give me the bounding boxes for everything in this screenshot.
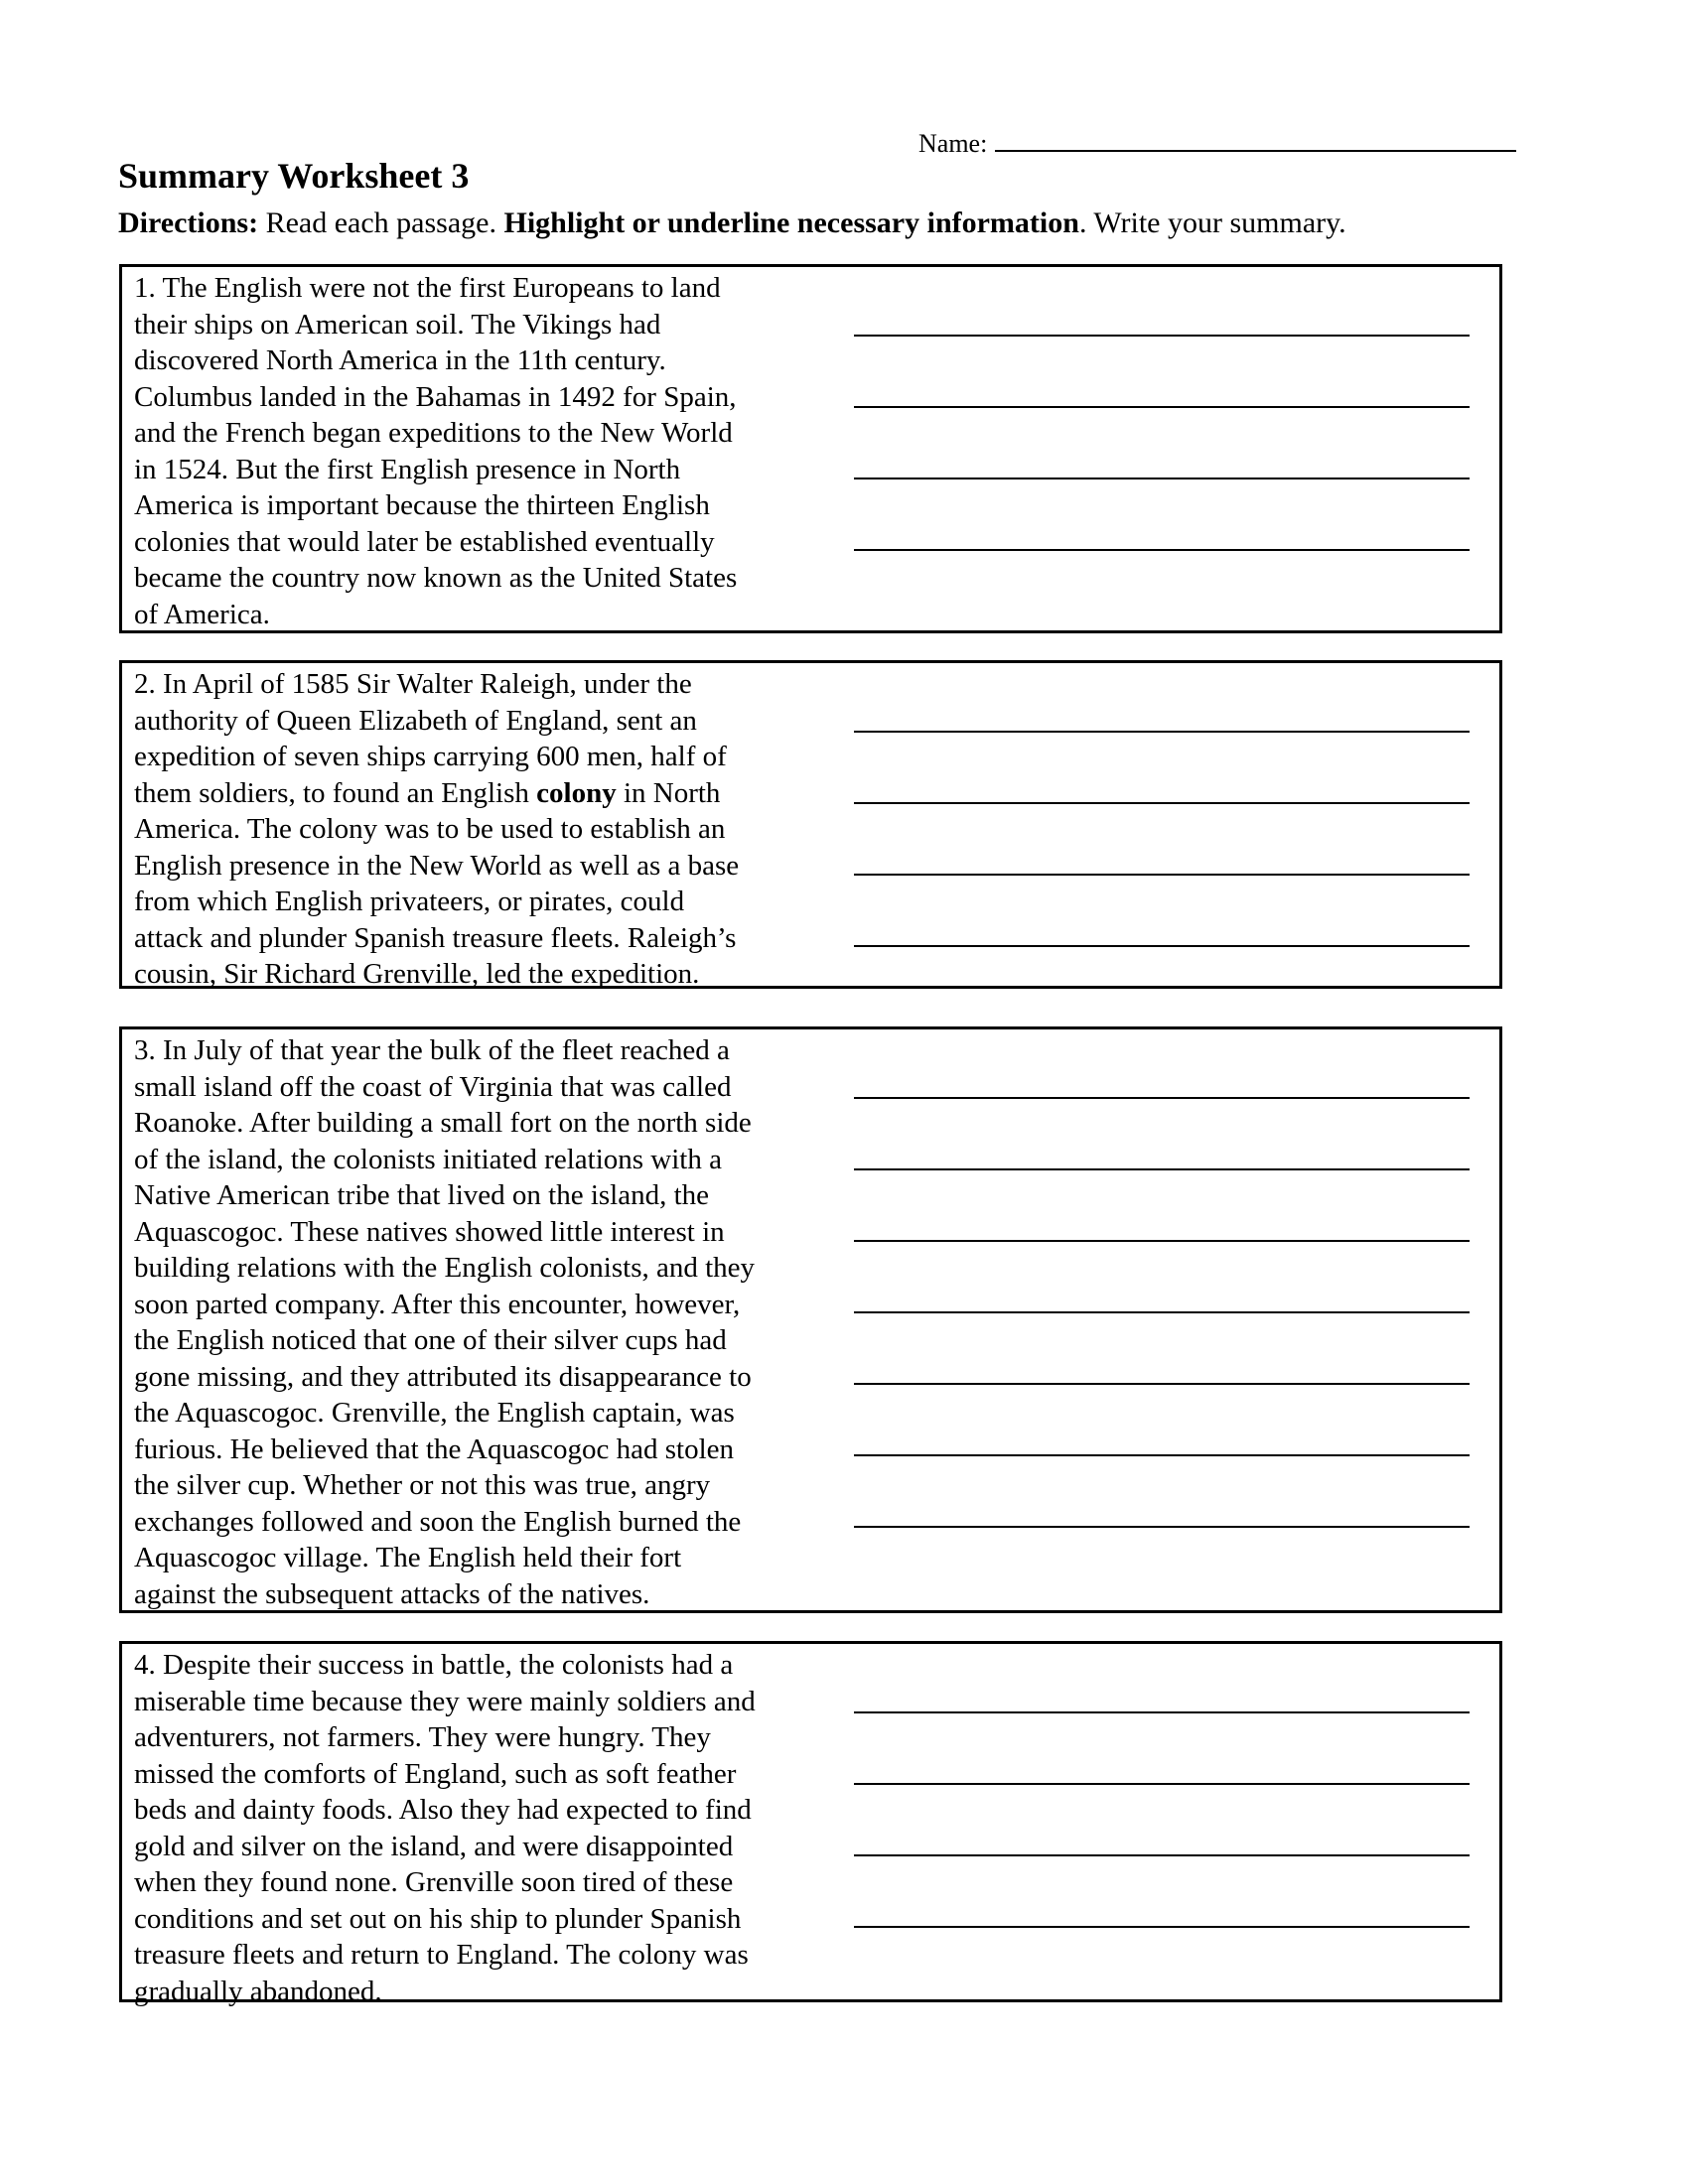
passage-line-segment: colony [536,776,617,809]
summary-writing-line[interactable] [854,661,1470,733]
passage-line [134,1719,849,1756]
passage-line [134,597,849,633]
passage-line [134,1250,849,1287]
passage-line-segment: soon parted company. After this encounter, however, [134,1288,741,1320]
summary-writing-line[interactable] [854,1099,1470,1170]
passage-line-segment: Native American tribe that lived on the island, the [134,1179,710,1211]
passage-1-text [134,270,849,632]
passage-line-segment: cousin, Sir Richard Grenville, led the expedition. [134,958,700,990]
passage-line [134,1504,849,1541]
passage-line-segment: Roanoke. After building a small fort on the north side [134,1107,752,1139]
passage-line [134,1540,849,1576]
passage-line-segment: gold and silver on the island, and were disappointed [134,1830,734,1862]
summary-writing-line[interactable] [854,265,1470,337]
passage-line-segment: them soldiers, to found an English [134,776,537,809]
passage-4-summary-lines [854,1642,1470,1928]
directions-label: Directions: [118,206,259,239]
passage-line [134,884,849,920]
passage-line [134,811,849,848]
passage-line-segment: of the island, the colonists initiated relations with a [134,1143,722,1175]
passage-line [134,560,849,597]
passage-line-segment: small island off the coast of Virginia that was called [134,1070,732,1103]
summary-writing-line[interactable] [854,1385,1470,1456]
passage-line [134,1142,849,1178]
passage-line-segment: Aquascogoc village. The English held their fort [134,1542,682,1573]
passage-line [134,775,849,812]
passage-line-segment: the English noticed that one of their silver cups had [134,1324,727,1356]
directions-text-end: . Write your summary. [1078,206,1346,239]
directions [118,206,1346,240]
passage-line-segment: of America. [134,598,270,630]
passage-3-summary-lines [854,1027,1470,1528]
passage-line [134,1214,849,1251]
summary-writing-line[interactable] [854,1242,1470,1313]
passage-line [134,487,849,524]
passage-line [134,1974,849,2010]
passage-line [134,1069,849,1106]
passage-line [134,1937,849,1974]
passage-line [134,1576,849,1613]
passage-line-segment: English presence in the New World as well as a base [134,849,740,882]
directions-bold-phrase: Highlight or underline necessary information [503,206,1079,239]
passage-line-segment: against the subsequent attacks of the natives. [134,1577,650,1610]
passage-line-segment: 4. Despite their success in battle, the colonists had a [134,1649,734,1681]
passage-2-summary-lines [854,661,1470,947]
passage-line-segment: attack and plunder Spanish treasure fleets. Raleigh’s [134,921,737,954]
passage-line [134,956,849,993]
passage-3-text [134,1032,849,1612]
passage-4-text [134,1647,849,2009]
passage-card-1 [119,264,1502,633]
passage-line-segment: expedition of seven ships carrying 600 men, half of [134,741,727,772]
passage-line-segment: the Aquascogoc. Grenville, the English captain, was [134,1397,735,1429]
passage-line [134,703,849,740]
summary-writing-line[interactable] [854,1027,1470,1099]
passage-line [134,1792,849,1829]
name-label: Name: [918,129,988,158]
passage-card-4 [119,1641,1502,2007]
passage-line [134,1829,849,1865]
passage-line [134,1395,849,1432]
name-row [918,129,1516,159]
passage-line [134,1105,849,1142]
passage-line [134,415,849,452]
passage-line [134,379,849,416]
passage-line-segment: 3. In July of that year the bulk of the fleet reached a [134,1034,730,1066]
passage-2-text [134,666,849,993]
passage-line-segment: authority of Queen Elizabeth of England, sent an [134,704,697,737]
page-title: Summary Worksheet 3 [118,156,470,196]
passage-line [134,739,849,775]
passage-line-segment: adventurers, not farmers. They were hungry. They [134,1721,711,1753]
passage-card-3 [119,1026,1502,1613]
summary-writing-line[interactable] [854,1313,1470,1385]
passage-line [134,1432,849,1468]
passage-line-segment: discovered North America in the 11th century. [134,344,666,376]
passage-line [134,1359,849,1396]
passage-line-segment: gradually abandoned. [134,1975,382,2007]
passage-line-segment: exchanges followed and soon the English burned the [134,1505,742,1538]
summary-writing-line[interactable] [854,1856,1470,1928]
passage-line [134,848,849,885]
passage-line-segment: America is important because the thirteen English [134,489,710,521]
summary-writing-line[interactable] [854,1456,1470,1528]
passage-line [134,270,849,307]
passage-1-summary-lines [854,265,1470,551]
passage-line [134,1901,849,1938]
directions-text: Read each passage. [258,206,504,239]
name-fill-line[interactable] [995,150,1516,152]
passage-line [134,920,849,957]
summary-writing-line[interactable] [854,804,1470,876]
passage-line [134,452,849,488]
passage-line-segment: Aquascogoc. These natives showed little interest in [134,1215,725,1248]
passage-line [134,1684,849,1720]
passage-line [134,342,849,379]
passage-line [134,666,849,703]
summary-writing-line[interactable] [854,1713,1470,1785]
passage-line-segment: in North [616,776,721,809]
passage-line-segment: when they found none. Grenville soon tired of these [134,1866,734,1898]
passage-line-segment: from which English privateers, or pirates, could [134,886,685,917]
passage-line-segment: 2. In April of 1585 Sir Walter Raleigh, under the [134,668,692,700]
summary-writing-line[interactable] [854,1170,1470,1242]
passage-line-segment: missed the comforts of England, such as soft feather [134,1757,737,1790]
passage-line [134,1467,849,1504]
passage-line-segment: building relations with the English colonists, and they [134,1252,756,1284]
passage-line [134,1287,849,1323]
passage-line-segment: conditions and set out on his ship to plunder Spanish [134,1902,742,1935]
summary-writing-line[interactable] [854,733,1470,804]
passage-line-segment: America. The colony was to be used to establish an [134,813,726,845]
summary-writing-line[interactable] [854,876,1470,947]
passage-line [134,1032,849,1069]
passage-line-segment: miserable time because they were mainly soldiers and [134,1685,756,1717]
passage-line [134,307,849,343]
passage-line-segment: the silver cup. Whether or not this was true, angry [134,1469,711,1501]
passage-line [134,1322,849,1359]
passage-line-segment: 1. The English were not the first Europeans to land [134,272,721,304]
summary-writing-line[interactable] [854,479,1470,551]
passage-line-segment: colonies that would later be established eventually [134,525,715,558]
passage-line-segment: furious. He believed that the Aquascogoc had stolen [134,1433,735,1465]
summary-writing-line[interactable] [854,408,1470,479]
passage-line-segment: beds and dainty foods. Also they had expected to find [134,1794,752,1826]
passage-line-segment: in 1524. But the first English presence in North [134,453,681,485]
passage-line-segment: Columbus landed in the Bahamas in 1492 for Spain, [134,380,737,413]
passage-line-segment: and the French began expeditions to the New World [134,417,733,449]
passage-line [134,1864,849,1901]
passage-card-2 [119,660,1502,989]
passage-line [134,1756,849,1793]
summary-writing-line[interactable] [854,337,1470,408]
passage-line [134,524,849,561]
summary-writing-line[interactable] [854,1642,1470,1713]
passage-line-segment: gone missing, and they attributed its disappearance to [134,1360,752,1393]
passage-line [134,1177,849,1214]
passage-line-segment: became the country now known as the United States [134,562,738,594]
passage-line-segment: their ships on American soil. The Vikings had [134,308,661,341]
passage-line-segment: treasure fleets and return to England. The colony was [134,1939,749,1971]
passage-line [134,1647,849,1684]
summary-writing-line[interactable] [854,1785,1470,1856]
